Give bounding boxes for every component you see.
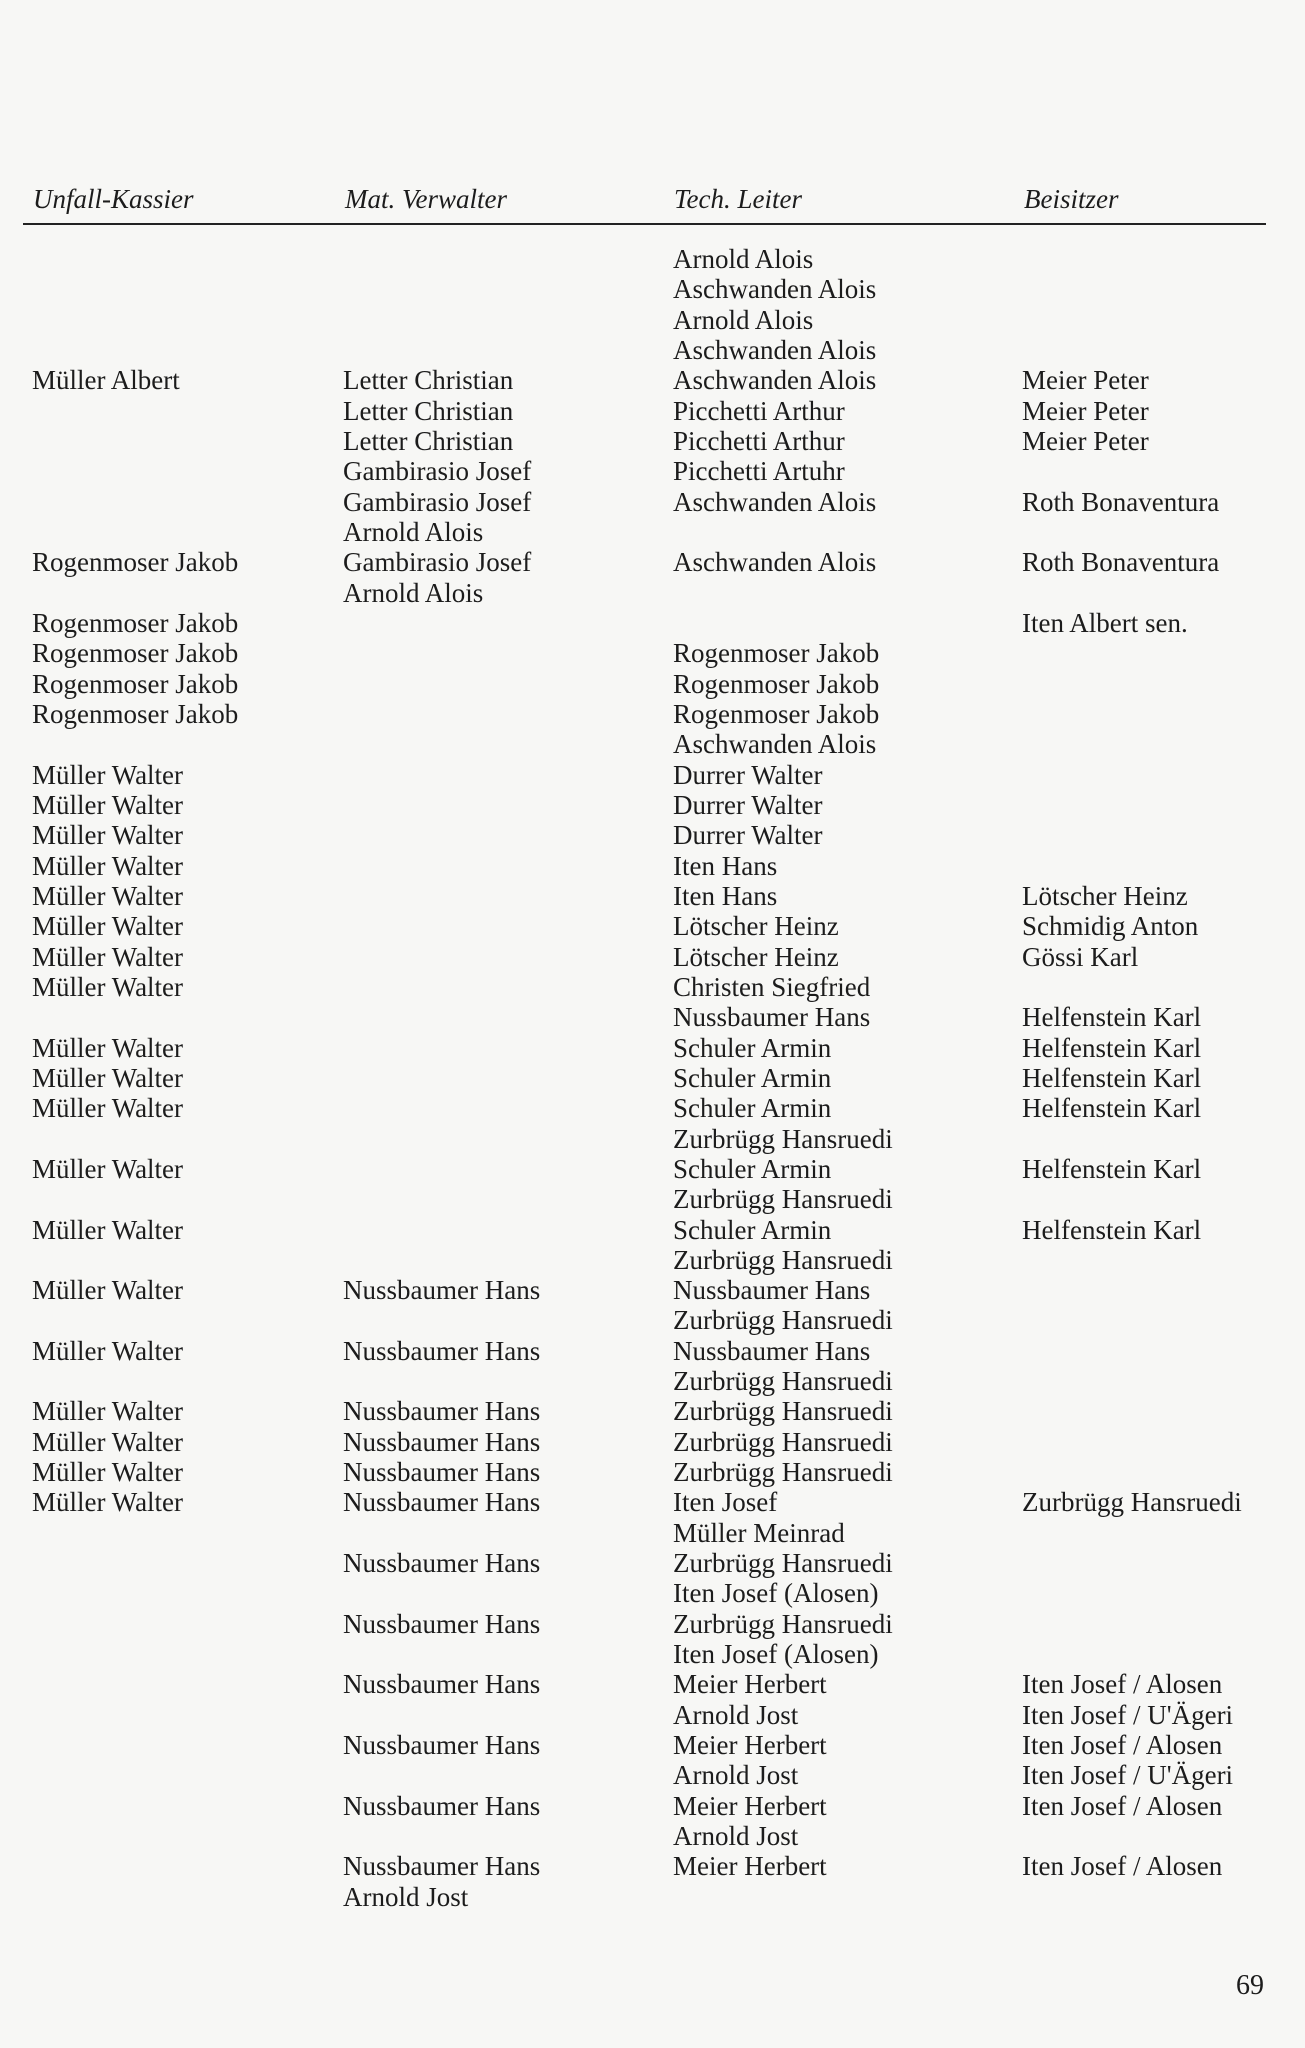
cell-unfall-kassier: Müller Walter <box>32 1062 184 1093</box>
table-row <box>0 426 1305 456</box>
cell-tech-leiter: Zurbrügg Hansruedi <box>673 1457 893 1488</box>
table-row <box>0 517 1305 547</box>
cell-tech-leiter: Picchetti Arthur <box>673 425 845 456</box>
cell-beisitzer: Helfenstein Karl <box>1022 1214 1202 1245</box>
cell-beisitzer: Iten Albert sen. <box>1022 607 1188 638</box>
table-row <box>0 1366 1305 1396</box>
cell-beisitzer: Lötscher Heinz <box>1022 880 1188 911</box>
cell-unfall-kassier: Rogenmoser Jakob <box>32 638 239 669</box>
cell-tech-leiter: Iten Josef <box>673 1487 778 1518</box>
cell-tech-leiter: Müller Meinrad <box>673 1517 845 1548</box>
table-row <box>0 1578 1305 1608</box>
cell-unfall-kassier: Müller Walter <box>32 1093 184 1124</box>
table-row <box>0 699 1305 729</box>
cell-tech-leiter: Picchetti Artuhr <box>673 456 845 487</box>
cell-tech-leiter: Aschwanden Alois <box>673 486 877 517</box>
cell-mat-verwalter: Nussbaumer Hans <box>343 1608 541 1639</box>
cell-beisitzer: Schmidig Anton <box>1022 911 1199 942</box>
cell-tech-leiter: Picchetti Arthur <box>673 395 845 426</box>
cell-tech-leiter: Nussbaumer Hans <box>673 1335 871 1366</box>
table-row <box>0 1851 1305 1881</box>
cell-tech-leiter: Iten Josef (Alosen) <box>673 1578 879 1609</box>
cell-tech-leiter: Durrer Walter <box>673 820 823 851</box>
cell-unfall-kassier: Müller Walter <box>32 1396 184 1427</box>
cell-tech-leiter: Aschwanden Alois <box>673 334 877 365</box>
cell-tech-leiter: Rogenmoser Jakob <box>673 638 880 669</box>
table-row <box>0 1760 1305 1790</box>
cell-unfall-kassier: Rogenmoser Jakob <box>32 547 239 578</box>
cell-unfall-kassier: Müller Walter <box>32 971 184 1002</box>
cell-tech-leiter: Arnold Jost <box>673 1760 799 1791</box>
cell-tech-leiter: Zurbrügg Hansruedi <box>673 1305 893 1336</box>
cell-beisitzer: Roth Bonaventura <box>1022 486 1220 517</box>
table-row <box>0 456 1305 486</box>
table-row <box>0 547 1305 577</box>
table-row <box>0 365 1305 395</box>
table-row <box>0 1184 1305 1214</box>
cell-unfall-kassier: Müller Walter <box>32 1032 184 1063</box>
cell-tech-leiter: Zurbrügg Hansruedi <box>673 1244 893 1275</box>
cell-tech-leiter: Arnold Alois <box>673 244 814 274</box>
cell-unfall-kassier: Müller Walter <box>32 850 184 881</box>
cell-unfall-kassier: Müller Walter <box>32 1214 184 1245</box>
cell-mat-verwalter: Nussbaumer Hans <box>343 1487 541 1518</box>
cell-tech-leiter: Arnold Alois <box>673 304 814 335</box>
table-row <box>0 1700 1305 1730</box>
column-header-unfall-kassier: Unfall-Kassier <box>33 184 194 214</box>
cell-tech-leiter: Durrer Walter <box>673 759 823 790</box>
cell-mat-verwalter: Nussbaumer Hans <box>343 1457 541 1488</box>
cell-tech-leiter: Schuler Armin <box>673 1214 832 1245</box>
cell-mat-verwalter: Arnold Jost <box>343 1881 469 1912</box>
cell-mat-verwalter: Arnold Alois <box>343 577 484 608</box>
table-row <box>0 1245 1305 1275</box>
cell-unfall-kassier: Rogenmoser Jakob <box>32 668 239 699</box>
table-row <box>0 1518 1305 1548</box>
cell-tech-leiter: Lötscher Heinz <box>673 911 839 942</box>
column-header-mat-verwalter: Mat. Verwalter <box>345 184 507 214</box>
cell-unfall-kassier: Müller Albert <box>32 365 180 396</box>
table-row <box>0 942 1305 972</box>
cell-mat-verwalter: Nussbaumer Hans <box>343 1790 541 1821</box>
cell-tech-leiter: Schuler Armin <box>673 1153 832 1184</box>
table-row <box>0 1639 1305 1669</box>
table-row <box>0 972 1305 1002</box>
table-row <box>0 1730 1305 1760</box>
table-body <box>0 244 1305 1912</box>
table-row <box>0 1548 1305 1578</box>
cell-tech-leiter: Lötscher Heinz <box>673 941 839 972</box>
cell-tech-leiter: Meier Herbert <box>673 1669 827 1700</box>
table-row <box>0 335 1305 365</box>
cell-beisitzer: Helfenstein Karl <box>1022 1032 1202 1063</box>
cell-tech-leiter: Nussbaumer Hans <box>673 1275 871 1306</box>
cell-mat-verwalter: Nussbaumer Hans <box>343 1851 541 1882</box>
cell-beisitzer: Gössi Karl <box>1022 941 1139 972</box>
cell-tech-leiter: Zurbrügg Hansruedi <box>673 1608 893 1639</box>
table-row <box>0 1002 1305 1032</box>
table-row <box>0 487 1305 517</box>
cell-tech-leiter: Iten Hans <box>673 880 778 911</box>
cell-beisitzer: Helfenstein Karl <box>1022 1153 1202 1184</box>
cell-tech-leiter: Meier Herbert <box>673 1790 827 1821</box>
cell-mat-verwalter: Nussbaumer Hans <box>343 1275 541 1306</box>
table-row <box>0 638 1305 668</box>
cell-unfall-kassier: Müller Walter <box>32 880 184 911</box>
cell-tech-leiter: Aschwanden Alois <box>673 547 877 578</box>
cell-tech-leiter: Iten Hans <box>673 850 778 881</box>
cell-tech-leiter: Aschwanden Alois <box>673 729 877 760</box>
cell-beisitzer: Meier Peter <box>1022 395 1149 426</box>
cell-beisitzer: Iten Josef / Alosen <box>1022 1669 1223 1700</box>
table-row <box>0 1396 1305 1426</box>
cell-mat-verwalter: Arnold Alois <box>343 516 484 547</box>
cell-unfall-kassier: Rogenmoser Jakob <box>32 698 239 729</box>
cell-unfall-kassier: Müller Walter <box>32 789 184 820</box>
table-row <box>0 669 1305 699</box>
cell-unfall-kassier: Müller Walter <box>32 1275 184 1306</box>
cell-mat-verwalter: Letter Christian <box>343 425 514 456</box>
cell-beisitzer: Helfenstein Karl <box>1022 1002 1202 1033</box>
cell-mat-verwalter: Nussbaumer Hans <box>343 1548 541 1579</box>
cell-unfall-kassier: Müller Walter <box>32 1487 184 1518</box>
cell-tech-leiter: Meier Herbert <box>673 1730 827 1761</box>
cell-mat-verwalter: Letter Christian <box>343 395 514 426</box>
cell-unfall-kassier: Rogenmoser Jakob <box>32 607 239 638</box>
cell-mat-verwalter: Nussbaumer Hans <box>343 1396 541 1427</box>
table-row <box>0 1063 1305 1093</box>
table-row <box>0 1275 1305 1305</box>
table-row <box>0 1791 1305 1821</box>
table-row <box>0 305 1305 335</box>
table-row <box>0 608 1305 638</box>
header-rule <box>23 223 1266 225</box>
table-row <box>0 1154 1305 1184</box>
table-row <box>0 1427 1305 1457</box>
table-row <box>0 1609 1305 1639</box>
table-row <box>0 1093 1305 1123</box>
cell-tech-leiter: Zurbrügg Hansruedi <box>673 1548 893 1579</box>
cell-beisitzer: Meier Peter <box>1022 425 1149 456</box>
table-row <box>0 1215 1305 1245</box>
cell-mat-verwalter: Nussbaumer Hans <box>343 1426 541 1457</box>
column-header-tech-leiter: Tech. Leiter <box>674 184 802 214</box>
table-row <box>0 1821 1305 1851</box>
cell-beisitzer: Helfenstein Karl <box>1022 1062 1202 1093</box>
cell-unfall-kassier: Müller Walter <box>32 820 184 851</box>
cell-tech-leiter: Zurbrügg Hansruedi <box>673 1123 893 1154</box>
cell-tech-leiter: Schuler Armin <box>673 1032 832 1063</box>
table-row <box>0 396 1305 426</box>
cell-tech-leiter: Aschwanden Alois <box>673 274 877 305</box>
table-row <box>0 729 1305 759</box>
table-row <box>0 1305 1305 1335</box>
table-row <box>0 760 1305 790</box>
cell-unfall-kassier: Müller Walter <box>32 1153 184 1184</box>
cell-beisitzer: Meier Peter <box>1022 365 1149 396</box>
table-row <box>0 578 1305 608</box>
cell-tech-leiter: Rogenmoser Jakob <box>673 698 880 729</box>
cell-tech-leiter: Arnold Jost <box>673 1821 799 1852</box>
table-row <box>0 881 1305 911</box>
cell-unfall-kassier: Müller Walter <box>32 1457 184 1488</box>
cell-tech-leiter: Iten Josef (Alosen) <box>673 1639 879 1670</box>
cell-mat-verwalter: Nussbaumer Hans <box>343 1335 541 1366</box>
cell-tech-leiter: Rogenmoser Jakob <box>673 668 880 699</box>
cell-tech-leiter: Zurbrügg Hansruedi <box>673 1366 893 1397</box>
cell-mat-verwalter: Gambirasio Josef <box>343 547 532 578</box>
cell-unfall-kassier: Müller Walter <box>32 759 184 790</box>
cell-tech-leiter: Durrer Walter <box>673 789 823 820</box>
cell-mat-verwalter: Gambirasio Josef <box>343 456 532 487</box>
cell-tech-leiter: Zurbrügg Hansruedi <box>673 1184 893 1215</box>
table-row <box>0 820 1305 850</box>
cell-beisitzer: Helfenstein Karl <box>1022 1093 1202 1124</box>
table-row <box>0 1124 1305 1154</box>
cell-tech-leiter: Meier Herbert <box>673 1851 827 1882</box>
cell-unfall-kassier: Müller Walter <box>32 1426 184 1457</box>
cell-tech-leiter: Nussbaumer Hans <box>673 1002 871 1033</box>
cell-unfall-kassier: Müller Walter <box>32 1335 184 1366</box>
cell-mat-verwalter: Nussbaumer Hans <box>343 1669 541 1700</box>
table-row <box>0 1487 1305 1517</box>
table-row <box>0 1033 1305 1063</box>
cell-tech-leiter: Schuler Armin <box>673 1062 832 1093</box>
table-row <box>0 911 1305 941</box>
cell-beisitzer: Iten Josef / U'Ägeri <box>1022 1760 1234 1791</box>
table-row <box>0 1669 1305 1699</box>
cell-tech-leiter: Aschwanden Alois <box>673 365 877 396</box>
cell-unfall-kassier: Müller Walter <box>32 911 184 942</box>
cell-mat-verwalter: Letter Christian <box>343 365 514 396</box>
cell-tech-leiter: Schuler Armin <box>673 1093 832 1124</box>
table-row <box>0 1457 1305 1487</box>
column-header-beisitzer: Beisitzer <box>1024 184 1119 214</box>
cell-tech-leiter: Christen Siegfried <box>673 971 871 1002</box>
cell-beisitzer: Iten Josef / Alosen <box>1022 1851 1223 1882</box>
cell-beisitzer: Iten Josef / U'Ägeri <box>1022 1699 1234 1730</box>
table-row <box>0 274 1305 304</box>
cell-beisitzer: Zurbrügg Hansruedi <box>1022 1487 1242 1518</box>
cell-beisitzer: Iten Josef / Alosen <box>1022 1790 1223 1821</box>
table-row <box>0 790 1305 820</box>
table-row <box>0 851 1305 881</box>
cell-mat-verwalter: Gambirasio Josef <box>343 486 532 517</box>
cell-tech-leiter: Arnold Jost <box>673 1699 799 1730</box>
cell-mat-verwalter: Nussbaumer Hans <box>343 1730 541 1761</box>
cell-unfall-kassier: Müller Walter <box>32 941 184 972</box>
table-row <box>0 1882 1305 1912</box>
cell-tech-leiter: Zurbrügg Hansruedi <box>673 1426 893 1457</box>
table-row <box>0 1336 1305 1366</box>
cell-tech-leiter: Zurbrügg Hansruedi <box>673 1396 893 1427</box>
page-number: 69 <box>1236 1970 1264 2001</box>
table-row <box>0 244 1305 274</box>
cell-beisitzer: Iten Josef / Alosen <box>1022 1730 1223 1761</box>
cell-beisitzer: Roth Bonaventura <box>1022 547 1220 578</box>
